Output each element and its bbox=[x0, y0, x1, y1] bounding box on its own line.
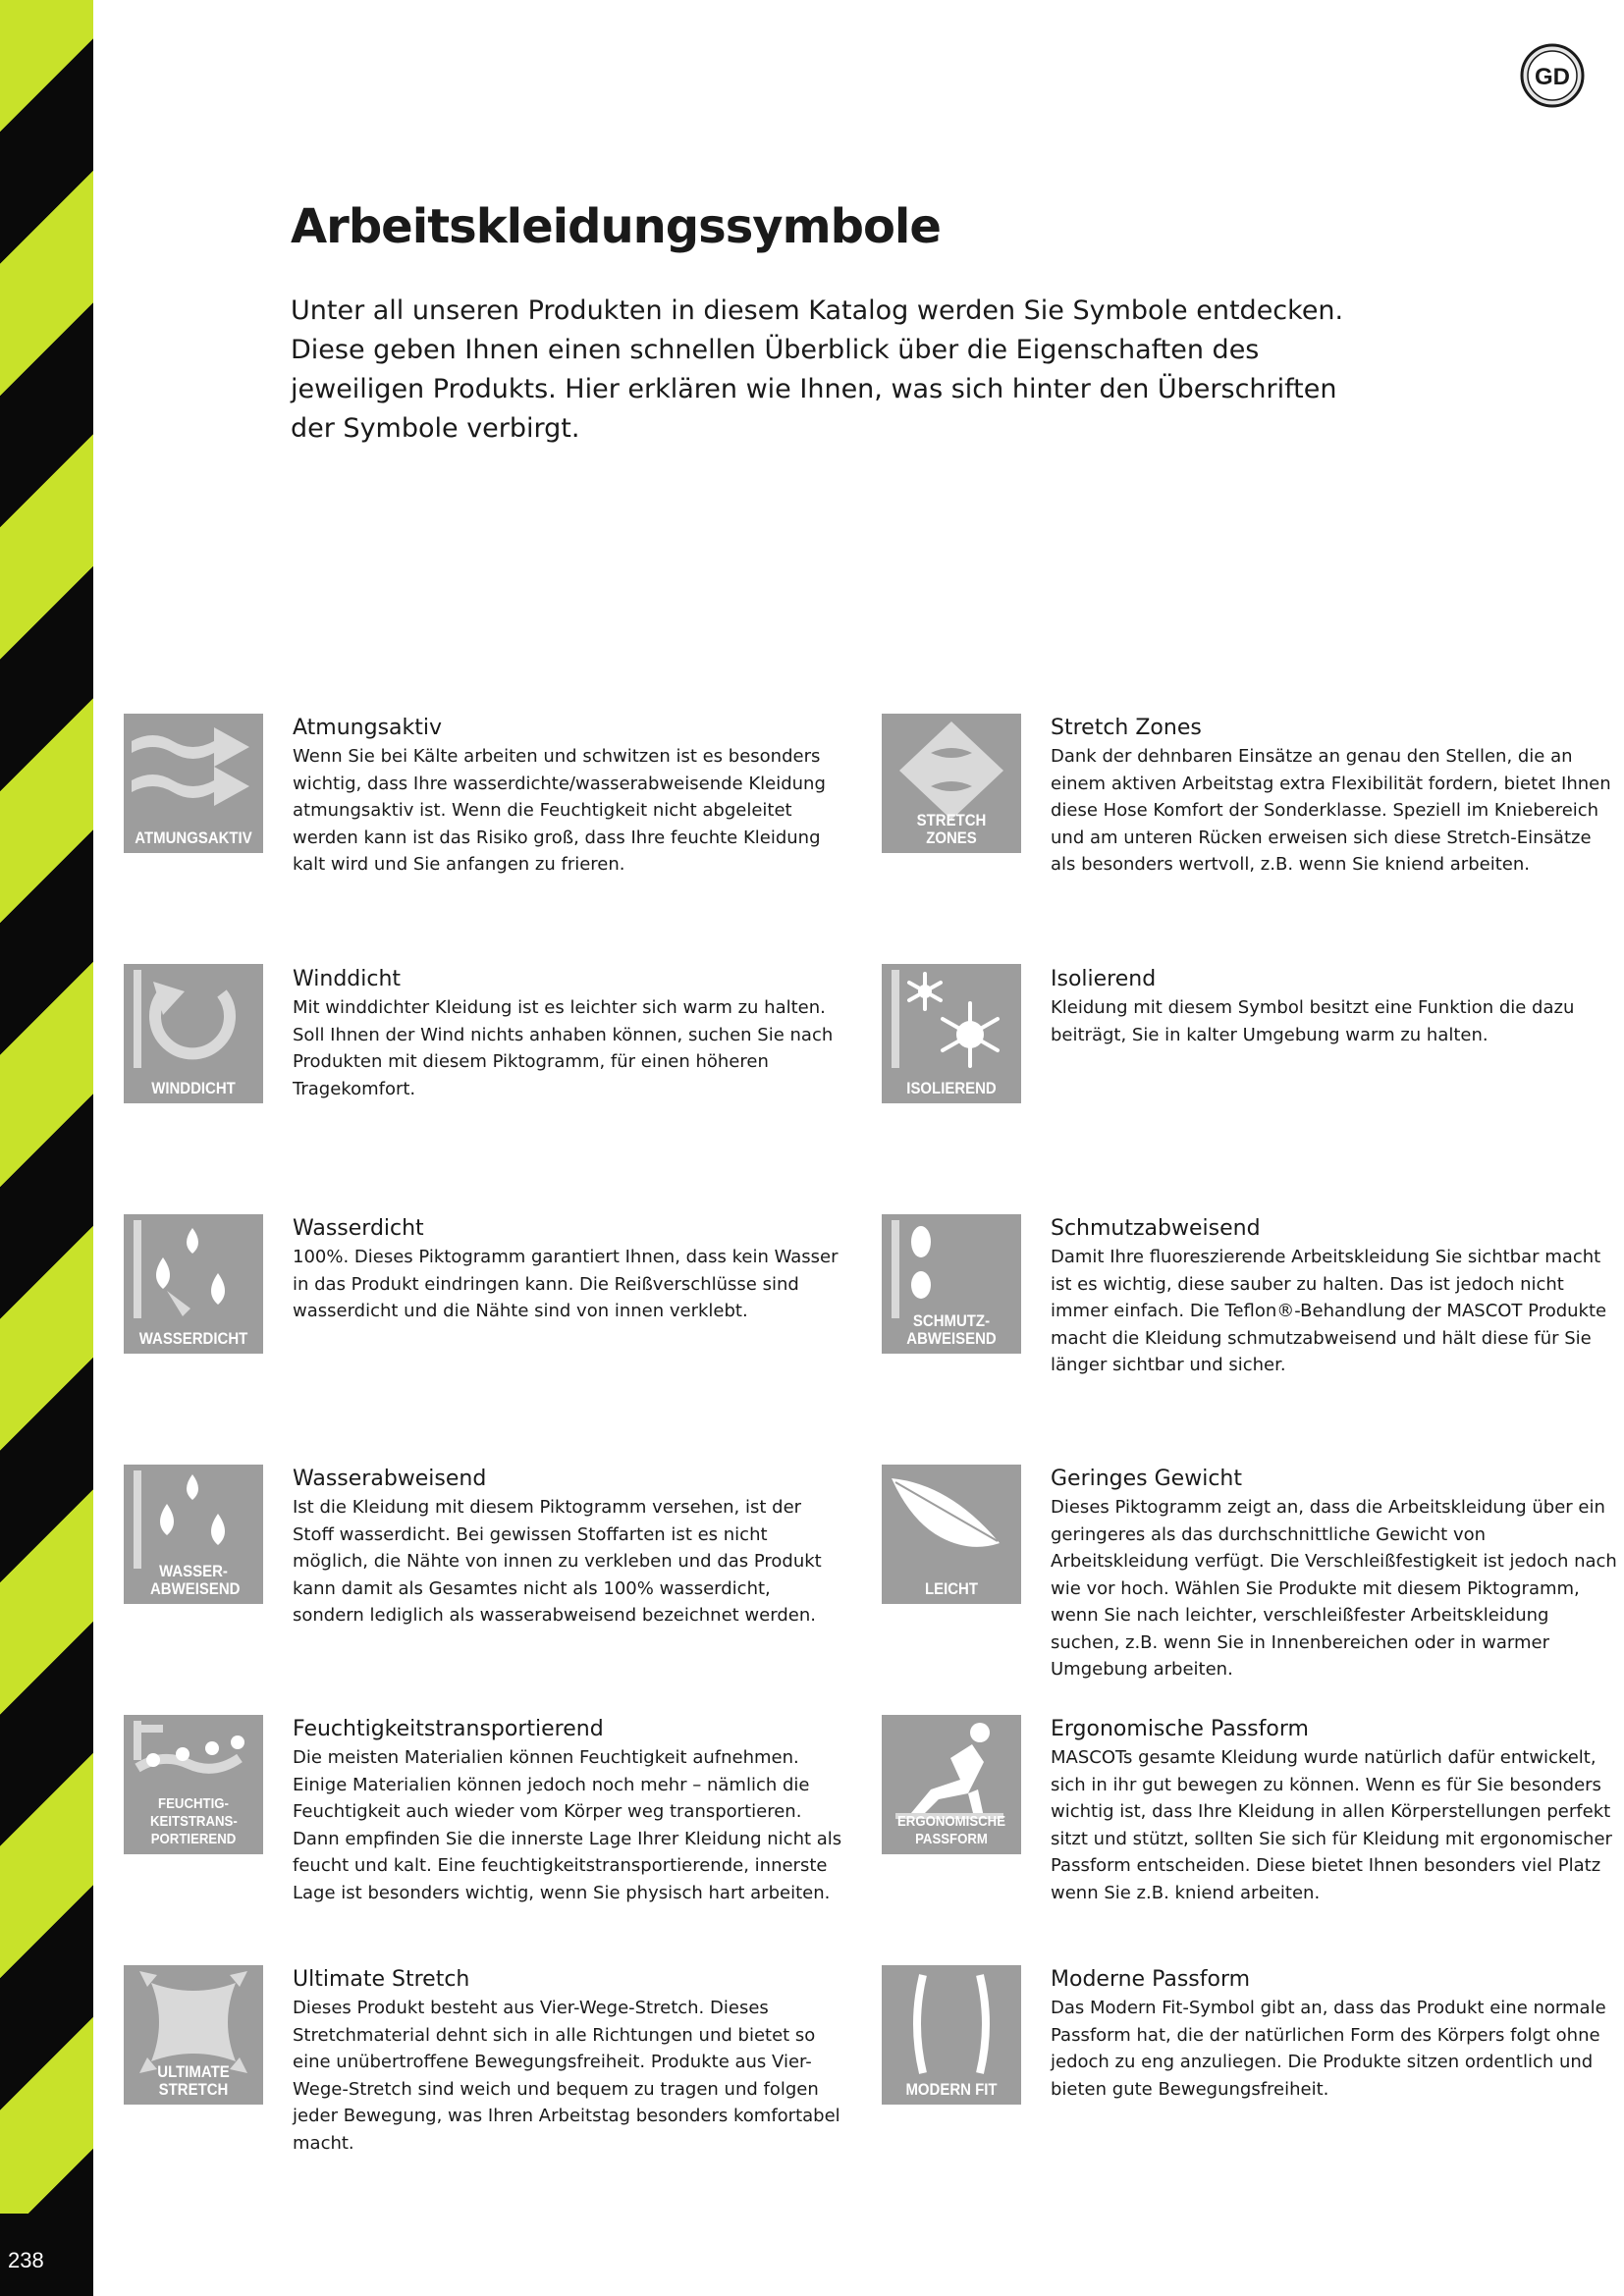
symbol-description: Mit winddichter Kleidung ist es leichter sich warm zu halten. Soll Ihnen der Wind nichts anhaben können, suchen Sie nach Produkten mit diesem Piktogramm, für einen höheren Tragekomfort. bbox=[293, 997, 834, 1099]
symbol-description: Dank der dehnbaren Einsätze an genau den Stellen, die an einem aktiven Arbeitstag extra Flexibilität fordern, bietet Ihnen diese Hose Komfort der Sonderklasse. Speziell im Kniebereich und am unteren Rücken erweisen sich diese Stretch-Einsätze als besonders wertvoll, z.B. wenn Sie kniend arbeiten. bbox=[1051, 746, 1611, 875]
icon-label: FEUCHTIG-KEITSTRANS-PORTIEREND bbox=[150, 1795, 238, 1847]
symbol-description: Das Modern Fit-Symbol gibt an, dass das Produkt eine normale Passform hat, die der natürlichen Form des Körpers folgt ohne jedoch zu eng anzuliegen. Die Produkte sitzen ordentlich und bieten gute Bewegungsfreiheit. bbox=[1051, 1998, 1606, 2100]
symbol-description: Dieses Piktogramm zeigt an, dass die Arbeitskleidung über ein geringeres als das durchschnittliche Gewicht von Arbeitskleidung verfügt. Die Verschleißfestigkeit ist jedoch nach wie vor hoch. Wählen Sie Produkte mit diesem Piktogramm, wenn Sie nach leichter, verschleißfester Arbeitskleidung suchen, z.B. wenn Sie in Innenbereichen oder in warmer Umgebung arbeiten. bbox=[1051, 1497, 1617, 1680]
brand-logo bbox=[1520, 43, 1585, 108]
symbol-title: Geringes Gewicht bbox=[1051, 1467, 1242, 1491]
symbol-description: Dieses Produkt besteht aus Vier-Wege-Stretch. Dieses Stretchmaterial dehnt sich in alle Richtungen und bietet so eine unübertroffene Bewegungsfreiheit. Produkte aus Vier-Wege-Stretch sind weich und bequem zu tragen und folgen jeder Bewegung, was Ihren Arbeitstag besonders komfortabel macht. bbox=[293, 1998, 840, 2154]
dirt-drops-icon bbox=[882, 1214, 1021, 1354]
symbol-title: Schmutzabweisend bbox=[1051, 1216, 1261, 1241]
arrows-icon bbox=[124, 714, 263, 853]
brand-logo-text: GD bbox=[1535, 64, 1570, 90]
modern-fit-icon bbox=[882, 1965, 1021, 2105]
symbol-title: Isolierend bbox=[1051, 967, 1157, 991]
symbol-title: Wasserabweisend bbox=[293, 1467, 487, 1491]
icon-label: SCHMUTZ-ABWEISEND bbox=[906, 1311, 997, 1348]
icon-label: MODERN FIT bbox=[905, 2080, 998, 2099]
feather-icon bbox=[882, 1465, 1021, 1604]
symbol-description: Damit Ihre fluoreszierende Arbeitskleidung Sie sichtbar macht ist es wichtig, diese sauber zu halten. Das ist jedoch nicht immer einfach. Die Teflon®-Behandlung der MASCOT Produkte macht die Kleidung schmutzabweisend und hält diese für Sie länger sichtbar und sicher. bbox=[1051, 1247, 1607, 1375]
symbol-description: Ist die Kleidung mit diesem Piktogramm versehen, ist der Stoff wasserdicht. Bei gewissen Stoffarten ist es nicht möglich, die Nähte von innen zu verkleben und das Produkt kann damit als Gesamtes nicht als 100% wasserdicht, sondern lediglich als wasserabweisend bezeichnet werden. bbox=[293, 1497, 822, 1626]
symbol-title: Moderne Passform bbox=[1051, 1967, 1251, 1992]
page-number: 238 bbox=[8, 2248, 44, 2272]
water-repellent-icon bbox=[124, 1465, 263, 1604]
symbol-title: Stretch Zones bbox=[1051, 716, 1202, 740]
symbol-description: Kleidung mit diesem Symbol besitzt eine Funktion die dazu beiträgt, Sie in kalter Umgebung warm zu halten. bbox=[1051, 997, 1575, 1045]
symbol-description: Die meisten Materialien können Feuchtigkeit aufnehmen. Einige Materialien können jedoch noch mehr – nämlich die Feuchtigkeit auch wieder vom Körper weg transportieren. Dann empfinden Sie die innerste Lage Ihrer Kleidung nicht als feucht und kalt. Eine feuchtigkeitstransportierende, innerste Lage ist besonders wichtig, wenn Sie physisch hart arbeiten. bbox=[293, 1747, 842, 1903]
symbol-description: MASCOTs gesamte Kleidung wurde natürlich dafür entwickelt, sich in ihr gut bewegen zu können. Wenn es für Sie besonders wichtig ist, dass Ihre Kleidung in allen Körperstellungen perfekt sitzt und stützt, sollten Sie sich für Kleidung mit ergonomischer Passform entscheiden. Diese bietet Ihnen besonders viel Platz wenn Sie z.B. kniend arbeiten. bbox=[1051, 1747, 1612, 1903]
symbol-title: Ergonomische Passform bbox=[1051, 1717, 1309, 1741]
symbol-title: Wasserdicht bbox=[293, 1216, 424, 1241]
stretch-diamond-icon bbox=[882, 714, 1021, 853]
moisture-transport-icon bbox=[124, 1715, 263, 1854]
four-way-stretch-icon bbox=[124, 1965, 263, 2105]
waterdrops-icon bbox=[124, 1214, 263, 1354]
symbol-title: Feuchtigkeitstransportierend bbox=[293, 1717, 604, 1741]
snowflake-icon bbox=[882, 964, 1021, 1103]
symbol-description: Wenn Sie bei Kälte arbeiten und schwitzen ist es besonders wichtig, dass Ihre wasserdichte/wasserabweisende Kleidung atmungsaktiv ist. Wenn die Feuchtigkeit nicht abgeleitet werden kann ist das Risiko groß, dass Ihre feuchte Kleidung kalt wird und Sie anfangen zu frieren. bbox=[293, 746, 826, 875]
icon-label: STRETCH ZONES bbox=[916, 811, 987, 847]
symbol-title: Winddicht bbox=[293, 967, 402, 991]
icon-label: ISOLIEREND bbox=[906, 1079, 997, 1097]
symbol-description: 100%. Dieses Piktogramm garantiert Ihnen, dass kein Wasser in das Produkt eindringen kann. Die Reißverschlüsse sind wasserdicht und die Nähte sind von innen verklebt. bbox=[293, 1247, 839, 1321]
icon-label: ATMUNGSAKTIV bbox=[135, 828, 252, 847]
wind-circle-icon bbox=[124, 964, 263, 1103]
icon-label: WINDDICHT bbox=[151, 1079, 236, 1097]
icon-label: ULTIMATE STRETCH bbox=[157, 2062, 230, 2099]
symbol-title: Ultimate Stretch bbox=[293, 1967, 470, 1992]
icon-label: LEICHT bbox=[924, 1579, 979, 1598]
icon-label: ERGONOMISCHE PASSFORM bbox=[896, 1813, 1005, 1847]
page-intro: Unter all unseren Produkten in diesem Katalog werden Sie Symbole entdecken. Diese geben Ihnen einen schnellen Überblick über die Eigenschaften des jeweiligen Produkts. Hier erklären wie Ihnen, was sich hinter den Überschriften der Symbole verbirgt. bbox=[291, 295, 1344, 444]
hazard-stripe-border bbox=[0, 0, 93, 2296]
page-title: Arbeitskleidungssymbole bbox=[291, 199, 941, 254]
icon-label: WASSERDICHT bbox=[138, 1329, 248, 1348]
kneeling-person-icon bbox=[882, 1715, 1021, 1854]
icon-label: WASSER-ABWEISEND bbox=[150, 1562, 241, 1598]
symbol-title: Atmungsaktiv bbox=[293, 716, 443, 740]
